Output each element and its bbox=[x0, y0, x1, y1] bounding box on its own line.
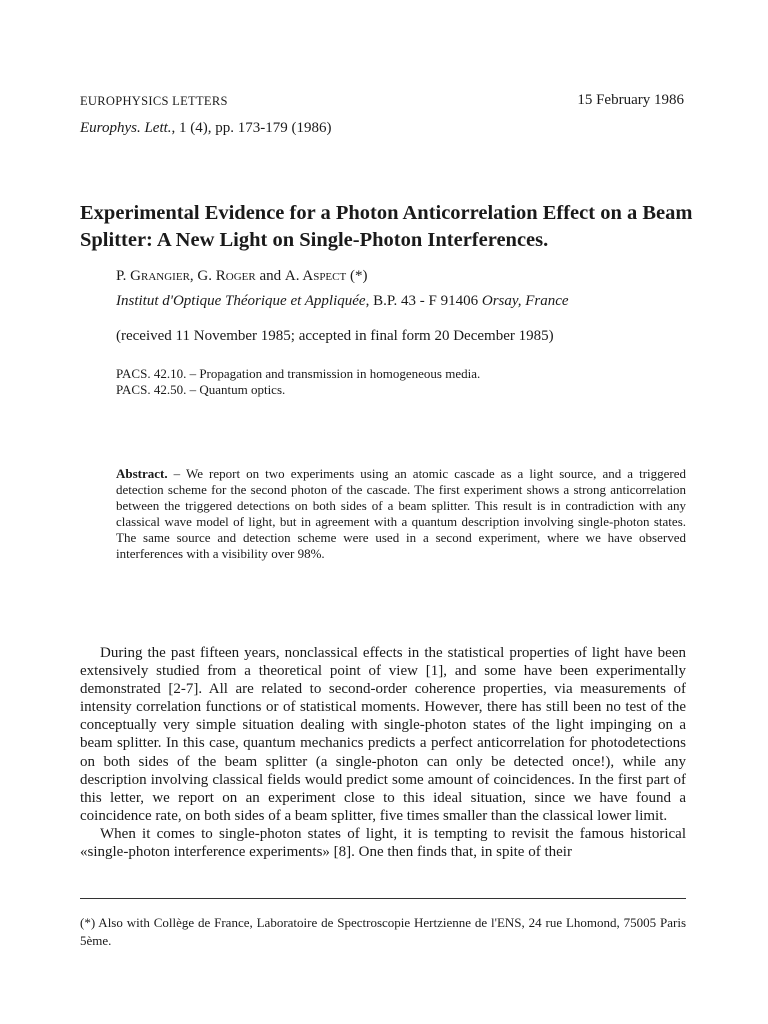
author-separator: , bbox=[189, 268, 198, 284]
received-dates: (received 11 November 1985; accepted in final form 20 December 1985) bbox=[116, 328, 554, 344]
abstract-label: Abstract. bbox=[116, 466, 168, 481]
body-text bbox=[80, 644, 686, 861]
journal-name: EUROPHYSICS LETTERS bbox=[80, 94, 228, 108]
citation-journal: Europhys. Lett. bbox=[80, 120, 172, 136]
body-paragraph: When it comes to single-photon states of light, it is tempting to revisit the famous historical «single-photon interference experiments» [8]. One then finds that, in spite of their bbox=[80, 825, 686, 861]
affiliation-city: Orsay, France bbox=[481, 293, 569, 309]
body-paragraph: During the past fifteen years, nonclassical effects in the statistical properties of light have been extensively studied from a theoretical point of view [1], and some have been experimentally demonstrated [2-7]. All are related to second-order coherence properties, via measurements of intensity correlation functions or of statistical moments. However, there has still been no test of the conceptually very simple situation dealing with single-photon states of the light impinging on a beam splitter. In this case, quantum mechanics predicts a perfect anticorrelation for photodetections on both sides of the beam splitter (a single-photon can only be detected once!), while any description involving classical fields would predict some amount of coincidences. In the first part of this letter, we report on an experiment close to this ideal situation, since we have found a coincidence rate, on both sides of a beam splitter, five times smaller than the classical lower limit. bbox=[80, 645, 686, 824]
pacs-item: PACS. 42.50. – Quantum optics. bbox=[116, 382, 286, 397]
citation-details: , 1 (4), pp. 173-179 (1986) bbox=[171, 120, 332, 136]
publication-date: 15 February 1986 bbox=[577, 92, 684, 108]
paper-title: Experimental Evidence for a Photon Anticorrelation Effect on a Beam Splitter: A New Light on Single-Photon Interferences. bbox=[80, 202, 693, 251]
author-name: A. Aspect bbox=[284, 268, 347, 284]
author-name: G. Roger bbox=[197, 268, 256, 284]
abstract bbox=[116, 466, 686, 562]
author-name: P. Grangier bbox=[116, 268, 190, 284]
citation bbox=[80, 120, 332, 137]
affiliation-address: , B.P. 43 - F 91406 bbox=[365, 293, 482, 309]
footnote: (*) Also with Collège de France, Laboratoire de Spectroscopie Hertzienne de l'ENS, 24 rue Lhomond, 75005 Paris 5ème. bbox=[80, 915, 686, 948]
pacs-item: PACS. 42.10. – Propagation and transmission in homogeneous media. bbox=[116, 366, 481, 381]
abstract-text: – We report on two experiments using an atomic cascade as a light source, and a triggered detection scheme for the second photon of the cascade. The first experiment shows a strong anticorrelation between the triggered detections on both sides of a beam splitter. This result is in contradiction with any classical wave model of light, but in agreement with a quantum description involving single-photon states. The same source and detection scheme were used in a second experiment, where we have observed interferences with a visibility over 98%. bbox=[116, 466, 686, 561]
author-footnote-marker: (*) bbox=[346, 268, 368, 284]
affiliation-institute: Institut d'Optique Théorique et Appliquée bbox=[116, 293, 366, 309]
author-separator: and bbox=[255, 268, 285, 284]
affiliation bbox=[116, 293, 569, 310]
authors bbox=[116, 268, 367, 285]
pacs-codes bbox=[116, 366, 480, 398]
footnote-divider bbox=[80, 898, 686, 899]
